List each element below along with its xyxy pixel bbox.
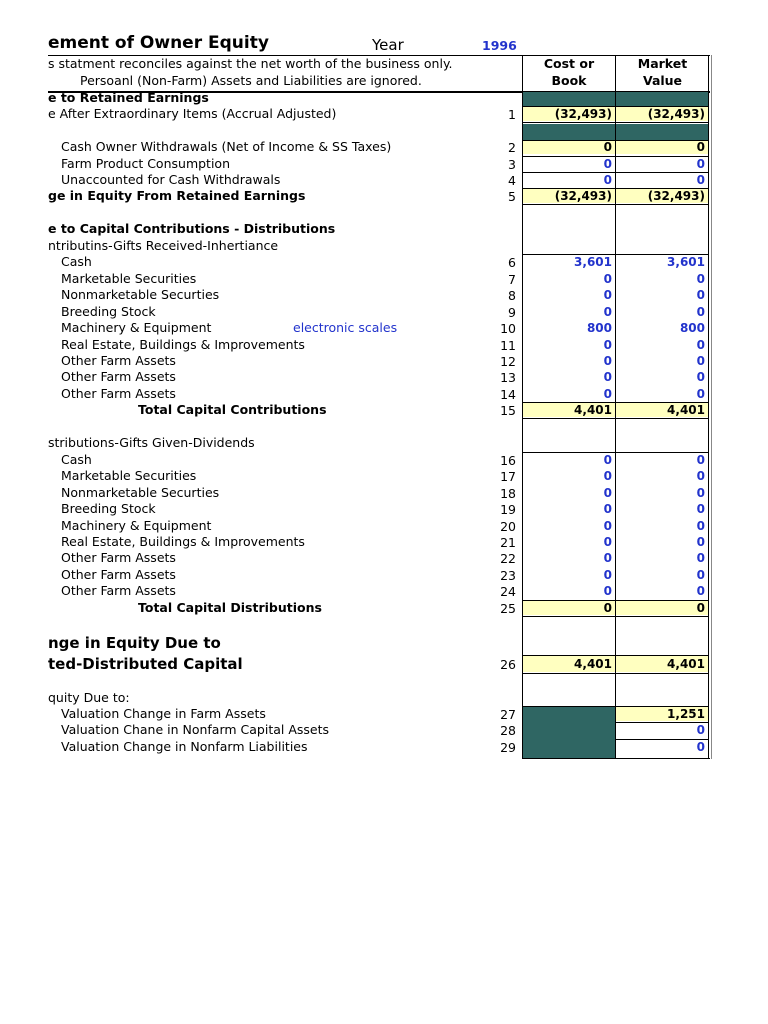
market-value-cell[interactable]: 0 <box>696 740 705 754</box>
row-label: Total Capital Distributions <box>138 600 322 615</box>
book-value-cell[interactable]: 0 <box>603 370 612 384</box>
cell-rule <box>522 188 709 189</box>
dark-cell <box>616 124 708 140</box>
market-value-cell[interactable]: 0 <box>696 173 705 187</box>
book-value-cell[interactable]: 0 <box>603 502 612 516</box>
row-label: Other Farm Assets <box>61 550 176 565</box>
bottom-rule <box>522 758 710 759</box>
row-number: 27 <box>500 707 516 722</box>
row-label: Total Capital Contributions <box>138 402 327 417</box>
row-number: 10 <box>500 321 516 336</box>
row-label: Valuation Change in Farm Assets <box>61 706 266 721</box>
market-value-cell[interactable]: 0 <box>696 305 705 319</box>
cell-rule <box>522 655 709 656</box>
cell-rule <box>615 722 709 723</box>
row-number: 1 <box>508 107 516 122</box>
book-value-cell[interactable]: 0 <box>603 568 612 582</box>
row-number: 24 <box>500 584 516 599</box>
book-value-cell[interactable]: 0 <box>603 535 612 549</box>
row-label: Real Estate, Buildings & Improvements <box>61 534 305 549</box>
market-value-cell[interactable]: 0 <box>696 535 705 549</box>
book-value-cell[interactable]: 0 <box>603 387 612 401</box>
row-label: Other Farm Assets <box>61 386 176 401</box>
market-value-cell: 4,401 <box>616 656 708 672</box>
row-label: Cash Owner Withdrawals (Net of Income & SS Taxes) <box>61 139 392 154</box>
book-value-cell[interactable]: 0 <box>603 338 612 352</box>
row-label: e After Extraordinary Items (Accrual Adjusted) <box>48 106 337 121</box>
cell-rule <box>522 156 709 157</box>
market-value-cell[interactable]: 0 <box>696 272 705 286</box>
market-value-cell[interactable]: 0 <box>696 469 705 483</box>
row-number: 4 <box>508 173 516 188</box>
market-value-cell[interactable]: 0 <box>696 502 705 516</box>
book-header-1: Cost or <box>543 56 595 71</box>
row-label: Breeding Stock <box>61 304 156 319</box>
market-value-cell[interactable]: 3,601 <box>667 255 705 269</box>
market-value-cell[interactable]: 0 <box>696 519 705 533</box>
cell-rule <box>522 673 709 674</box>
book-value-cell: 4,401 <box>523 656 615 672</box>
row-number: 15 <box>500 403 516 418</box>
row-label: Cash <box>61 452 92 467</box>
retained-heading: e to Retained Earnings <box>48 90 209 105</box>
row-number: 7 <box>508 272 516 287</box>
row-number: 20 <box>500 519 516 534</box>
cell-rule <box>522 402 709 403</box>
market-value-cell[interactable]: 0 <box>696 551 705 565</box>
row-number: 28 <box>500 723 516 738</box>
book-header-2: Book <box>551 73 587 88</box>
book-value-cell[interactable]: 0 <box>603 469 612 483</box>
cell-rule <box>522 106 709 107</box>
row-number: 11 <box>500 338 516 353</box>
book-value-cell[interactable]: 0 <box>603 173 612 187</box>
book-value-cell: (32,493) <box>523 189 615 203</box>
row-label: Other Farm Assets <box>61 369 176 384</box>
cell-rule <box>522 204 709 205</box>
cell-rule <box>522 418 709 419</box>
market-value-cell[interactable]: 0 <box>696 288 705 302</box>
row-label: Machinery & Equipment <box>61 518 212 533</box>
row-number: 12 <box>500 354 516 369</box>
row-label: Other Farm Assets <box>61 583 176 598</box>
distributions-subheading: stributions-Gifts Given-Dividends <box>48 435 255 450</box>
row-number: 23 <box>500 568 516 583</box>
row-number: 21 <box>500 535 516 550</box>
market-value-cell[interactable]: 0 <box>696 387 705 401</box>
row-label: Nonmarketable Securties <box>61 485 220 500</box>
row-label: Marketable Securities <box>61 468 197 483</box>
cell-rule <box>615 739 709 740</box>
note-line-1: s statment reconciles against the net worth of the business only. <box>48 56 453 71</box>
market-value-cell[interactable]: 0 <box>696 354 705 368</box>
year-value[interactable]: 1996 <box>482 38 517 53</box>
cell-rule <box>522 140 709 141</box>
cell-rule <box>522 254 709 255</box>
sheet-edge <box>711 55 712 759</box>
market-value-cell: (32,493) <box>616 189 708 203</box>
row-label: Marketable Securities <box>61 271 197 286</box>
row-label: ge in Equity From Retained Earnings <box>48 188 306 203</box>
note-line-2: Persoanl (Non-Farm) Assets and Liabilities are ignored. <box>80 73 422 88</box>
change-heading-line-2: ted-Distributed Capital <box>48 655 243 673</box>
cell-rule <box>522 122 709 123</box>
row-label: Nonmarketable Securties <box>61 287 220 302</box>
row-number: 3 <box>508 157 516 172</box>
market-value-cell[interactable]: 0 <box>696 157 705 171</box>
market-value-cell: 0 <box>616 601 708 615</box>
row-number: 26 <box>500 657 516 672</box>
row-note[interactable]: electronic scales <box>293 320 398 335</box>
row-label: Cash <box>61 254 92 269</box>
market-header-1: Market <box>637 56 688 71</box>
row-label: Valuation Chane in Nonfarm Capital Assets <box>61 722 330 737</box>
book-value-cell[interactable]: 0 <box>603 157 612 171</box>
cell-rule <box>522 172 709 173</box>
row-label: Other Farm Assets <box>61 567 176 582</box>
cell-rule <box>522 706 709 707</box>
book-value-cell[interactable]: (32,493) <box>523 107 615 121</box>
book-value-cell[interactable]: 0 <box>603 354 612 368</box>
book-value-cell[interactable]: 0 <box>603 486 612 500</box>
market-value-cell[interactable]: 800 <box>679 321 705 335</box>
row-number: 14 <box>500 387 516 402</box>
cell-rule <box>522 600 709 601</box>
row-label: Farm Product Consumption <box>61 156 230 171</box>
market-value-cell[interactable]: 0 <box>696 453 705 467</box>
valuation-subheading: quity Due to: <box>48 690 130 705</box>
market-col-right-border <box>708 55 709 759</box>
book-value-cell[interactable]: 0 <box>603 288 612 302</box>
page-title: ement of Owner Equity <box>48 33 269 53</box>
dark-cell <box>523 124 615 140</box>
contributions-subheading: ntributins-Gifts Received-Inhertiance <box>48 238 279 253</box>
market-value-cell[interactable]: (32,493) <box>616 107 708 121</box>
row-number: 25 <box>500 601 516 616</box>
market-header-2: Value <box>642 73 683 88</box>
book-value-cell[interactable]: 0 <box>603 551 612 565</box>
cell-rule <box>522 452 709 453</box>
book-value-cell[interactable]: 0 <box>603 519 612 533</box>
capital-heading: e to Capital Contributions - Distributions <box>48 221 336 236</box>
book-value-cell[interactable]: 3,601 <box>574 255 612 269</box>
row-label: Other Farm Assets <box>61 353 176 368</box>
row-label: Breeding Stock <box>61 501 156 516</box>
market-value-cell[interactable]: 0 <box>696 338 705 352</box>
row-number: 19 <box>500 502 516 517</box>
market-value-cell[interactable]: 0 <box>696 486 705 500</box>
market-value-cell[interactable]: 0 <box>616 140 708 154</box>
market-value-cell[interactable]: 0 <box>696 568 705 582</box>
cell-rule <box>522 616 709 617</box>
row-number: 16 <box>500 453 516 468</box>
row-number: 6 <box>508 255 516 270</box>
row-number: 8 <box>508 288 516 303</box>
market-value-cell: 4,401 <box>616 403 708 417</box>
top-rule <box>48 55 710 56</box>
book-value-cell[interactable]: 800 <box>586 321 612 335</box>
book-value-cell: 4,401 <box>523 403 615 417</box>
book-value-cell: 0 <box>523 601 615 615</box>
market-value-cell: 1,251 <box>616 707 708 721</box>
row-label: Unaccounted for Cash Withdrawals <box>61 172 281 187</box>
row-number: 29 <box>500 740 516 755</box>
row-label: Valuation Change in Nonfarm Liabilities <box>61 739 308 754</box>
market-value-cell[interactable]: 0 <box>696 370 705 384</box>
market-value-cell[interactable]: 0 <box>696 584 705 598</box>
row-number: 13 <box>500 370 516 385</box>
book-value-cell[interactable]: 0 <box>603 272 612 286</box>
dark-cell <box>616 92 708 106</box>
row-label: Machinery & Equipment <box>61 320 212 335</box>
market-value-cell[interactable]: 0 <box>696 723 705 737</box>
book-value-cell[interactable]: 0 <box>523 140 615 154</box>
dark-cell <box>523 92 615 106</box>
row-number: 5 <box>508 189 516 204</box>
book-value-cell[interactable]: 0 <box>603 453 612 467</box>
row-number: 9 <box>508 305 516 320</box>
row-number: 17 <box>500 469 516 484</box>
row-label: Real Estate, Buildings & Improvements <box>61 337 305 352</box>
year-label: Year <box>372 36 404 54</box>
row-number: 22 <box>500 551 516 566</box>
book-value-cell[interactable]: 0 <box>603 305 612 319</box>
dark-cell <box>523 707 615 758</box>
change-heading-line-1: nge in Equity Due to <box>48 634 221 652</box>
book-value-cell[interactable]: 0 <box>603 584 612 598</box>
row-number: 18 <box>500 486 516 501</box>
row-number: 2 <box>508 140 516 155</box>
